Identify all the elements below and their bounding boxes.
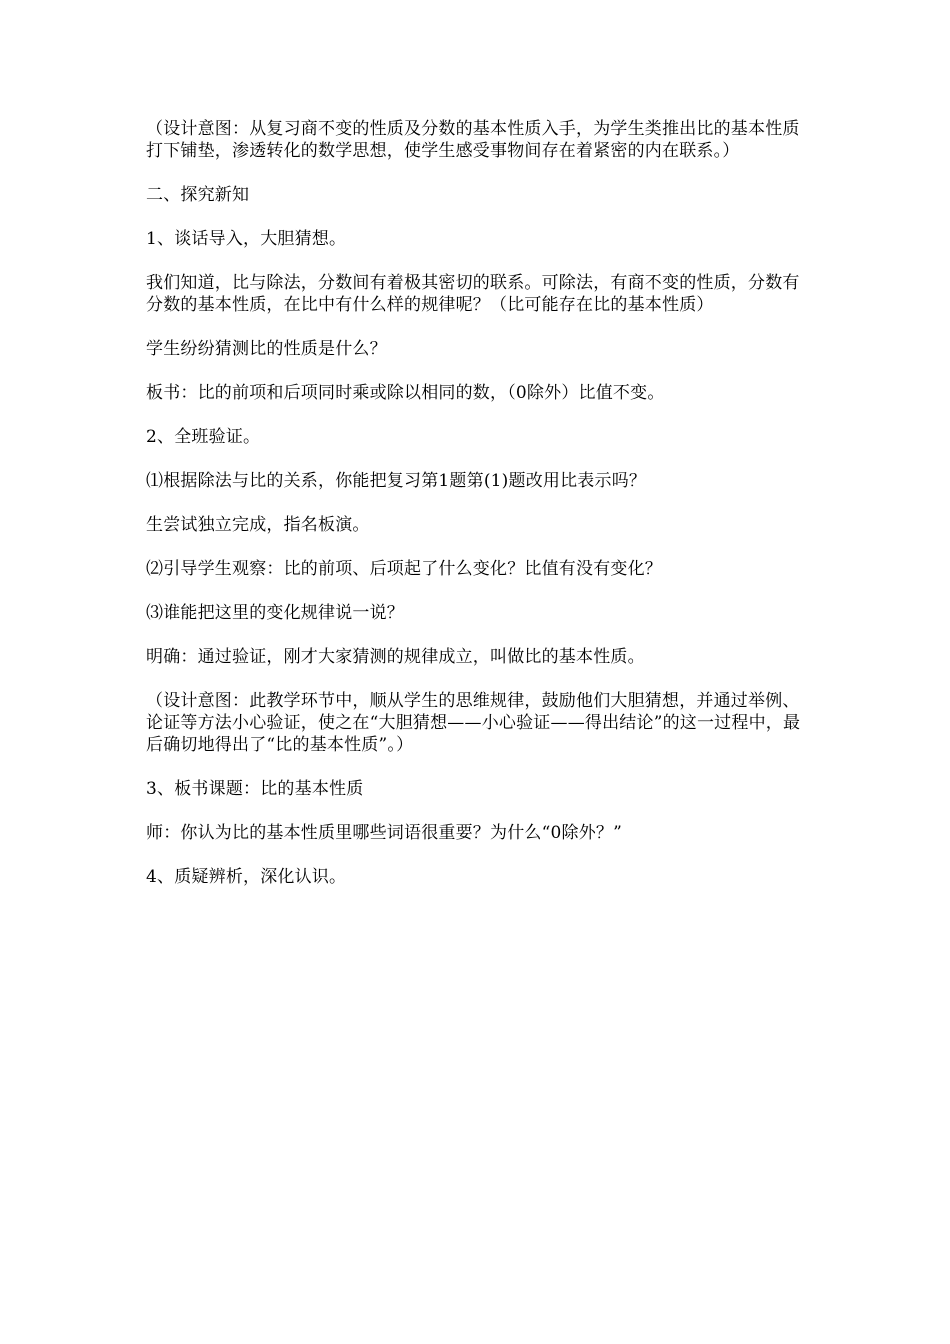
verify-item-3: ⑶谁能把这里的变化规律说一说？ xyxy=(146,603,404,623)
step-3-heading: 3、板书课题：比的基本性质 xyxy=(146,779,364,799)
section-heading-explore: 二、探究新知 xyxy=(146,185,250,205)
teacher-question-line: 师：你认为比的基本性质里哪些词语很重要？为什么“0除外？” xyxy=(146,823,622,843)
step-4-heading: 4、质疑辨析，深化认识。 xyxy=(146,867,347,887)
student-attempt-line: 生尝试独立完成，指名板演。 xyxy=(146,515,370,535)
student-guess-line: 学生纷纷猜测比的性质是什么？ xyxy=(146,339,387,359)
step-2-heading: 2、全班验证。 xyxy=(146,427,261,447)
intro-paragraph: 我们知道，比与除法，分数间有着极其密切的联系。可除法，有商不变的性质，分数有分数的基本性质，在比中有什么样的规律呢？（比可能存在比的基本性质） xyxy=(146,273,800,315)
design-intent-paragraph-1: （设计意图：从复习商不变的性质及分数的基本性质入手，为学生类推出比的基本性质打下铺垫，渗透转化的数学思想，使学生感受事物间存在着紧密的内在联系。） xyxy=(146,119,800,161)
board-writing-line: 板书：比的前项和后项同时乘或除以相同的数，（0除外）比值不变。 xyxy=(146,383,665,403)
clarify-line: 明确：通过验证，刚才大家猜测的规律成立，叫做比的基本性质。 xyxy=(146,647,645,667)
verify-item-1: ⑴根据除法与比的关系，你能把复习第1题第(1)题改用比表示吗？ xyxy=(146,471,647,491)
document-page xyxy=(146,118,806,910)
design-intent-paragraph-2: （设计意图：此教学环节中，顺从学生的思维规律，鼓励他们大胆猜想，并通过举例、论证等方法小心验证，使之在“大胆猜想——小心验证——得出结论”的这一过程中，最后确切地得出了“比的基本性质”。） xyxy=(146,691,801,755)
verify-item-2: ⑵引导学生观察：比的前项、后项起了什么变化？比值有没有变化？ xyxy=(146,559,662,579)
step-1-heading: 1、谈话导入，大胆猜想。 xyxy=(146,229,347,249)
